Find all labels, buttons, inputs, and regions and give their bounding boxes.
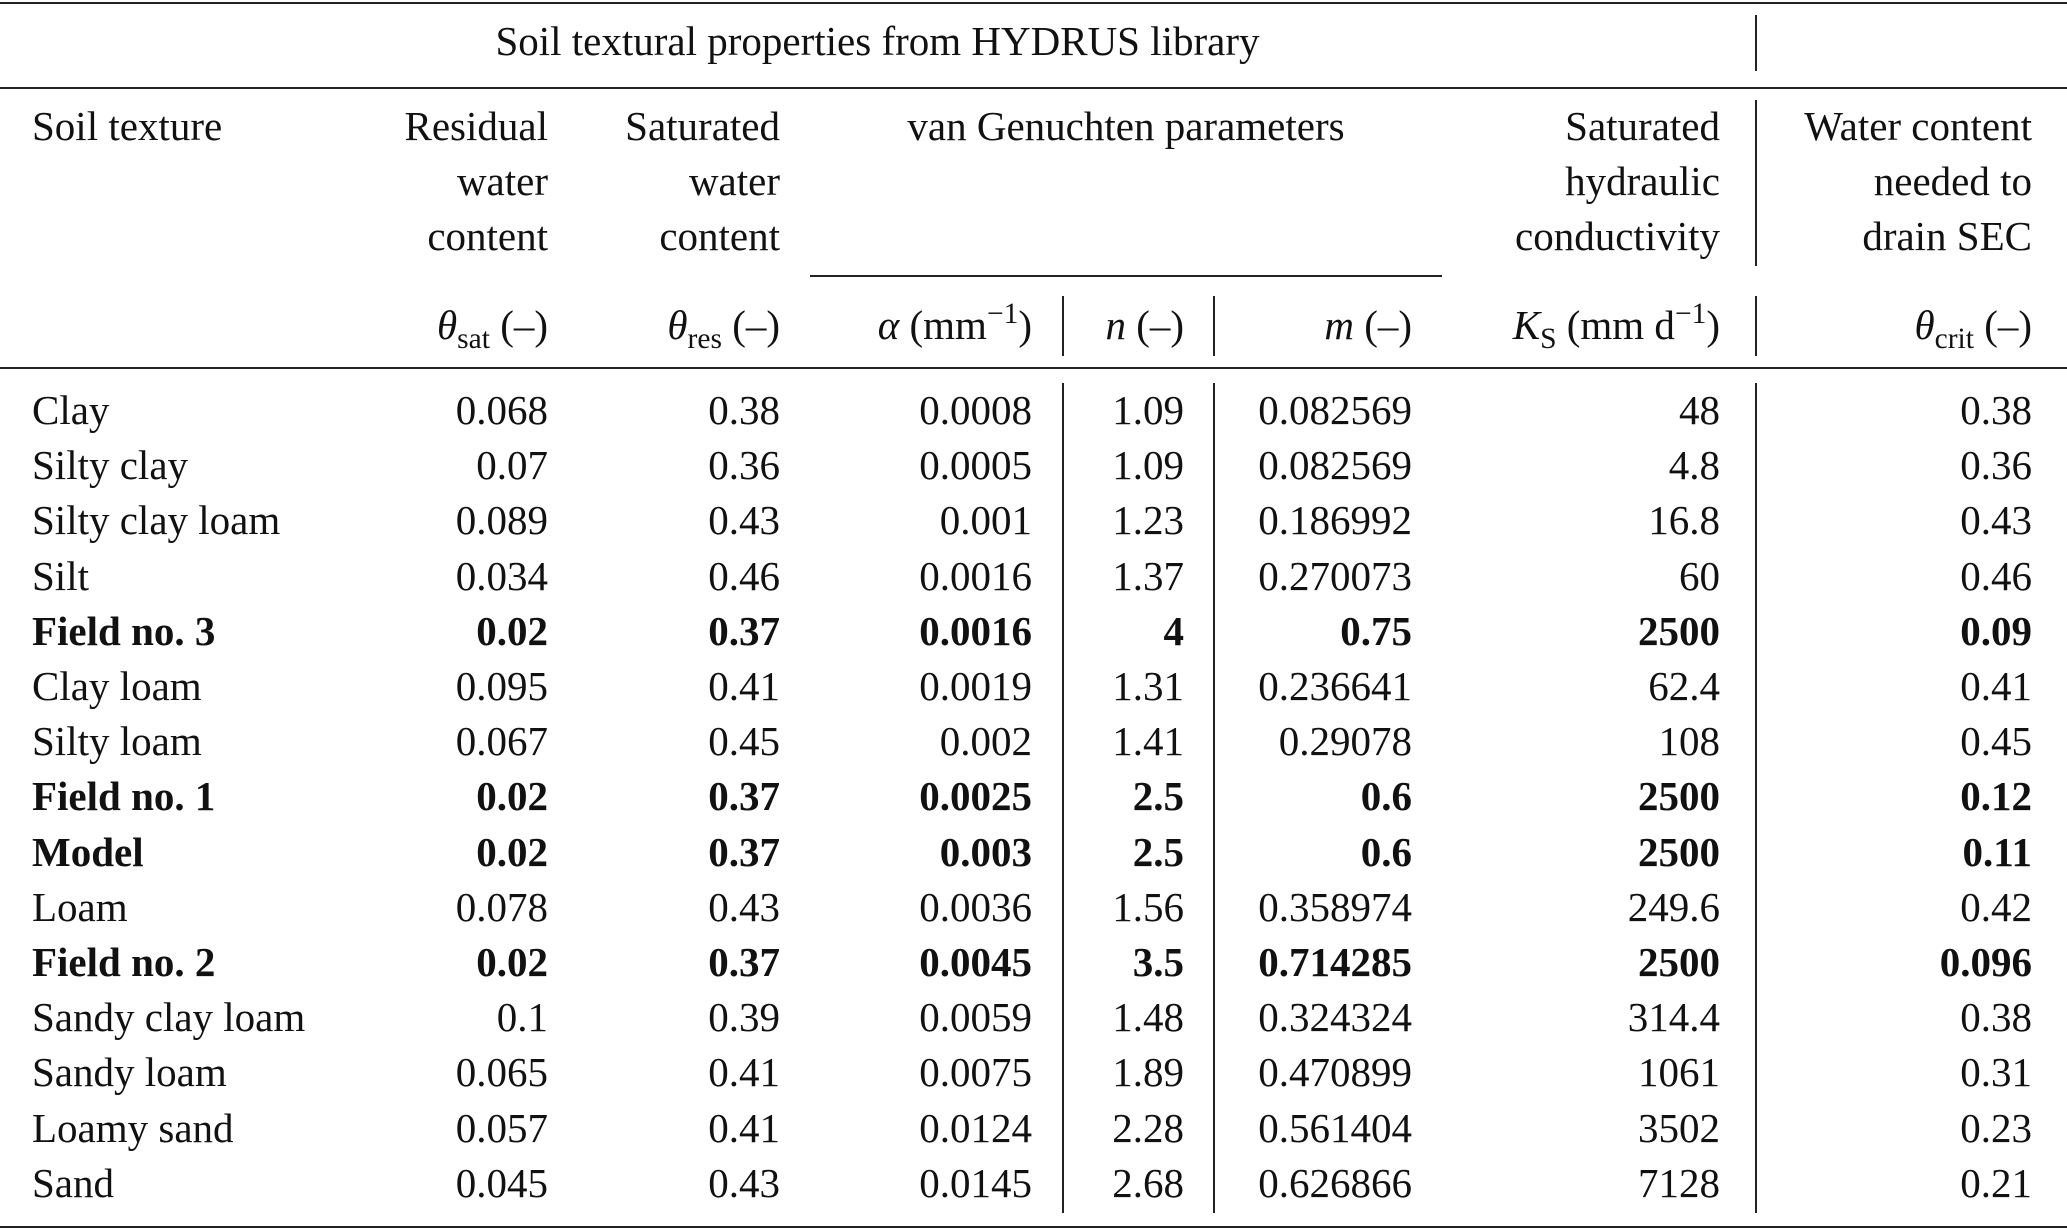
- header-crit-1: Water content: [1804, 103, 2032, 149]
- alpha-value: 0.0045: [919, 939, 1032, 985]
- super-header: Soil textural properties from HYDRUS library: [495, 18, 1260, 64]
- header-ks-2: hydraulic: [1565, 158, 1720, 204]
- saturated-value: 0.37: [708, 773, 780, 820]
- residual-value: 0.02: [476, 828, 548, 875]
- saturated-value: 0.43: [708, 1159, 780, 1206]
- crit-value: 0.38: [1960, 387, 2032, 433]
- alpha-value: 0.0124: [919, 1104, 1032, 1151]
- n-value: 1.09: [1112, 442, 1184, 489]
- saturated-value: 0.41: [708, 1104, 780, 1151]
- header-saturated-1: Saturated: [625, 103, 780, 149]
- ks-value: 1061: [1638, 1049, 1720, 1096]
- m-value: 0.186992: [1258, 497, 1412, 544]
- units-rule: [0, 367, 2067, 369]
- soil-name: Sand: [32, 1159, 114, 1206]
- m-value: 0.358974: [1258, 883, 1412, 930]
- alpha-value: 0.0019: [919, 663, 1032, 709]
- ks-value: 7128: [1638, 1159, 1720, 1206]
- saturated-value: 0.43: [708, 883, 780, 930]
- alpha-value: 0.002: [939, 718, 1032, 765]
- alpha-value: 0.0059: [919, 994, 1032, 1041]
- ks-value: 108: [1658, 718, 1720, 765]
- ks-value: 62.4: [1648, 663, 1720, 709]
- n-value: 2.5: [1132, 773, 1184, 820]
- residual-value: 0.068: [455, 387, 548, 433]
- soil-name: Loamy sand: [32, 1104, 234, 1151]
- soil-name: Sandy clay loam: [32, 994, 306, 1041]
- crit-value: 0.38: [1960, 994, 2032, 1041]
- unit-ks: $K_S$ (mm $d^{-1}$): [1512, 297, 1720, 355]
- m-value: 0.6: [1360, 773, 1412, 820]
- alpha-value: 0.0008: [919, 387, 1032, 433]
- crit-value: 0.36: [1960, 442, 2032, 489]
- m-value: 0.236641: [1258, 663, 1412, 709]
- unit-m: m (–): [1324, 302, 1412, 348]
- n-value: 2.5: [1132, 828, 1184, 875]
- crit-separator-units: [1755, 296, 1757, 356]
- vg-underline: [810, 275, 1442, 277]
- saturated-value: 0.46: [708, 552, 780, 599]
- crit-value: 0.23: [1960, 1104, 2032, 1151]
- soil-name: Field no. 2: [32, 939, 216, 985]
- residual-value: 0.02: [476, 607, 548, 654]
- crit-value: 0.42: [1960, 883, 2032, 930]
- crit-separator-top: [1755, 15, 1757, 71]
- unit-theta-crit: $\theta_{crit}$ (–): [1914, 302, 2032, 355]
- alpha-value: 0.0075: [919, 1049, 1032, 1096]
- soil-name: Sandy loam: [32, 1049, 227, 1096]
- crit-value: 0.11: [1962, 828, 2032, 875]
- m-value: 0.29078: [1278, 718, 1412, 765]
- n-value: 1.41: [1112, 718, 1184, 765]
- residual-value: 0.02: [476, 773, 548, 820]
- residual-value: 0.089: [455, 497, 548, 544]
- n-value: 1.23: [1112, 497, 1184, 544]
- residual-value: 0.067: [455, 718, 548, 765]
- saturated-value: 0.38: [708, 387, 780, 433]
- bottom-rule: [0, 1226, 2067, 1228]
- soil-name: Silt: [32, 552, 89, 599]
- m-value: 0.626866: [1258, 1159, 1412, 1206]
- ks-value: 314.4: [1627, 994, 1720, 1041]
- n-value: 3.5: [1132, 939, 1184, 985]
- crit-separator-header: [1755, 100, 1757, 266]
- crit-separator-body: [1755, 383, 1757, 1213]
- crit-value: 0.43: [1960, 497, 2032, 544]
- m-value: 0.75: [1340, 607, 1412, 654]
- n-value: 1.56: [1112, 883, 1184, 930]
- ks-value: 249.6: [1627, 883, 1720, 930]
- saturated-value: 0.39: [708, 994, 780, 1041]
- soil-name: Field no. 3: [32, 607, 216, 654]
- header-ks-3: conductivity: [1515, 213, 1720, 259]
- alpha-value: 0.0025: [919, 773, 1032, 820]
- ks-value: 60: [1679, 552, 1720, 599]
- ks-value: 16.8: [1648, 497, 1720, 544]
- crit-value: 0.09: [1960, 607, 2032, 654]
- ks-value: 2500: [1638, 828, 1720, 875]
- alpha-value: 0.0016: [919, 552, 1032, 599]
- soil-name: Clay loam: [32, 663, 202, 709]
- m-value: 0.082569: [1258, 387, 1412, 433]
- m-value: 0.470899: [1258, 1049, 1412, 1096]
- header-soil-texture: Soil texture: [32, 103, 223, 149]
- residual-value: 0.095: [455, 663, 548, 709]
- soil-name: Field no. 1: [32, 773, 216, 820]
- residual-value: 0.07: [476, 442, 548, 489]
- n-value: 2.68: [1112, 1159, 1184, 1206]
- soil-name: Silty clay: [32, 442, 189, 489]
- m-value: 0.082569: [1258, 442, 1412, 489]
- alpha-value: 0.0005: [919, 442, 1032, 489]
- saturated-value: 0.37: [708, 939, 780, 985]
- crit-value: 0.12: [1960, 773, 2032, 820]
- ks-value: 3502: [1638, 1104, 1720, 1151]
- ks-value: 2500: [1638, 607, 1720, 654]
- saturated-value: 0.37: [708, 828, 780, 875]
- header-residual-1: Residual: [404, 103, 548, 149]
- alpha-value: 0.0016: [919, 607, 1032, 654]
- alpha-value: 0.003: [939, 828, 1032, 875]
- m-separator-body: [1213, 383, 1215, 1213]
- n-value: 1.89: [1112, 1049, 1184, 1096]
- residual-value: 0.045: [455, 1159, 548, 1206]
- m-value: 0.6: [1360, 828, 1412, 875]
- n-value: 4: [1163, 607, 1184, 654]
- header-residual-2: water: [456, 158, 548, 204]
- alpha-value: 0.0145: [919, 1159, 1032, 1206]
- header-crit-2: needed to: [1873, 158, 2032, 204]
- crit-value: 0.21: [1960, 1159, 2032, 1206]
- top-rule: [0, 2, 2067, 4]
- unit-theta-sat: $\theta_{sat}$ (–): [437, 302, 548, 355]
- n-value: 2.28: [1112, 1104, 1184, 1151]
- residual-value: 0.02: [476, 939, 548, 985]
- unit-alpha: α $(mm^{-1})$: [877, 297, 1032, 348]
- saturated-value: 0.36: [708, 442, 780, 489]
- soil-name: Silty clay loam: [32, 497, 281, 544]
- residual-value: 0.065: [455, 1049, 548, 1096]
- header-rule: [0, 87, 2067, 89]
- header-residual-3: content: [427, 213, 548, 259]
- ks-value: 2500: [1638, 773, 1720, 820]
- n-value: 1.48: [1112, 994, 1184, 1041]
- residual-value: 0.078: [455, 883, 548, 930]
- unit-n: n (–): [1105, 302, 1184, 348]
- saturated-value: 0.41: [708, 1049, 780, 1096]
- m-value: 0.714285: [1258, 939, 1412, 985]
- header-saturated-2: water: [688, 158, 780, 204]
- ks-value: 4.8: [1668, 442, 1720, 489]
- crit-value: 0.45: [1960, 718, 2032, 765]
- alpha-value: 0.001: [939, 497, 1032, 544]
- n-value: 1.31: [1112, 663, 1184, 709]
- residual-value: 0.1: [496, 994, 548, 1041]
- ks-value: 2500: [1638, 939, 1720, 985]
- header-crit-3: drain SEC: [1862, 213, 2032, 259]
- n-value: 1.09: [1112, 387, 1184, 433]
- header-ks-1: Saturated: [1565, 103, 1720, 149]
- saturated-value: 0.43: [708, 497, 780, 544]
- crit-value: 0.096: [1939, 939, 2032, 985]
- alpha-value: 0.0036: [919, 883, 1032, 930]
- m-separator-units: [1213, 296, 1215, 356]
- soil-name: Silty loam: [32, 718, 202, 765]
- soil-name: Clay: [32, 387, 110, 433]
- saturated-value: 0.37: [708, 607, 780, 654]
- header-saturated-3: content: [659, 213, 780, 259]
- m-value: 0.324324: [1258, 994, 1412, 1041]
- soil-name: Model: [32, 828, 144, 875]
- header-van-genuchten: van Genuchten parameters: [907, 103, 1345, 149]
- m-value: 0.561404: [1258, 1104, 1412, 1151]
- soil-name: Loam: [32, 883, 128, 930]
- unit-theta-res: $\theta_{res}$ (–): [667, 302, 780, 355]
- saturated-value: 0.45: [708, 718, 780, 765]
- crit-value: 0.46: [1960, 552, 2032, 599]
- ks-value: 48: [1679, 387, 1720, 433]
- crit-value: 0.31: [1960, 1049, 2032, 1096]
- residual-value: 0.057: [455, 1104, 548, 1151]
- saturated-value: 0.41: [708, 663, 780, 709]
- n-value: 1.37: [1112, 552, 1184, 599]
- crit-value: 0.41: [1960, 663, 2032, 709]
- residual-value: 0.034: [455, 552, 548, 599]
- m-value: 0.270073: [1258, 552, 1412, 599]
